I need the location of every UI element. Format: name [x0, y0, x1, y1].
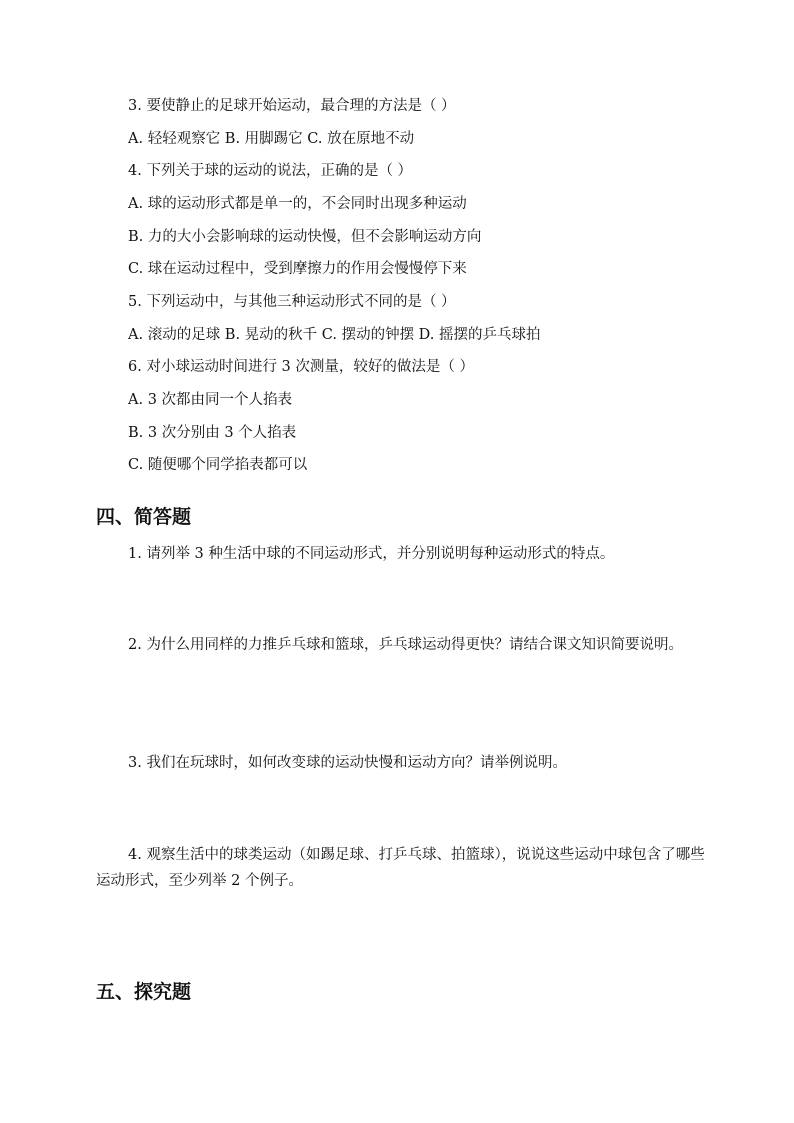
question-5-stem: 5. 下列运动中，与其他三种运动形式不同的是（ ） — [128, 294, 456, 310]
section-heading-inquiry: 五、探究题 — [96, 981, 192, 1003]
short-answer-question-3: 3. 我们在玩球时，如何改变球的运动快慢和运动方向？请举例说明。 — [128, 755, 567, 771]
question-6-option-c: C. 随便哪个同学掐表都可以 — [128, 457, 308, 473]
short-answer-question-2: 2. 为什么用同样的力推乒乓球和篮球，乒乓球运动得更快？请结合课文知识简要说明。 — [128, 637, 683, 653]
question-3-stem: 3. 要使静止的足球开始运动，最合理的方法是（ ） — [128, 98, 456, 114]
question-4-option-b: B. 力的大小会影响球的运动快慢，但不会影响运动方向 — [128, 229, 482, 245]
question-5-options: A. 滚动的足球 B. 晃动的秋千 C. 摆动的钟摆 D. 摇摆的乒乓球拍 — [128, 327, 541, 343]
question-6-option-b: B. 3 次分别由 3 个人掐表 — [128, 425, 297, 441]
short-answer-question-4: 4. 观察生活中的球类运动（如踢足球、打乒乓球、拍篮球），说说这些运动中球包含了哪些运动形式，至少列举 2 个例子。 — [96, 847, 705, 889]
question-4-stem: 4. 下列关于球的运动的说法，正确的是（ ） — [128, 163, 413, 179]
question-4-option-a: A. 球的运动形式都是单一的，不会同时出现多种运动 — [128, 196, 467, 212]
question-6-stem: 6. 对小球运动时间进行 3 次测量，较好的做法是（ ） — [128, 359, 474, 375]
short-answer-question-1: 1. 请列举 3 种生活中球的不同运动形式，并分别说明每种运动形式的特点。 — [128, 546, 615, 562]
question-4-option-c: C. 球在运动过程中，受到摩擦力的作用会慢慢停下来 — [128, 261, 467, 277]
question-3-options: A. 轻轻观察它 B. 用脚踢它 C. 放在原地不动 — [128, 131, 415, 147]
section-heading-short-answer: 四、简答题 — [96, 506, 192, 528]
question-6-option-a: A. 3 次都由同一个人掐表 — [128, 392, 293, 408]
